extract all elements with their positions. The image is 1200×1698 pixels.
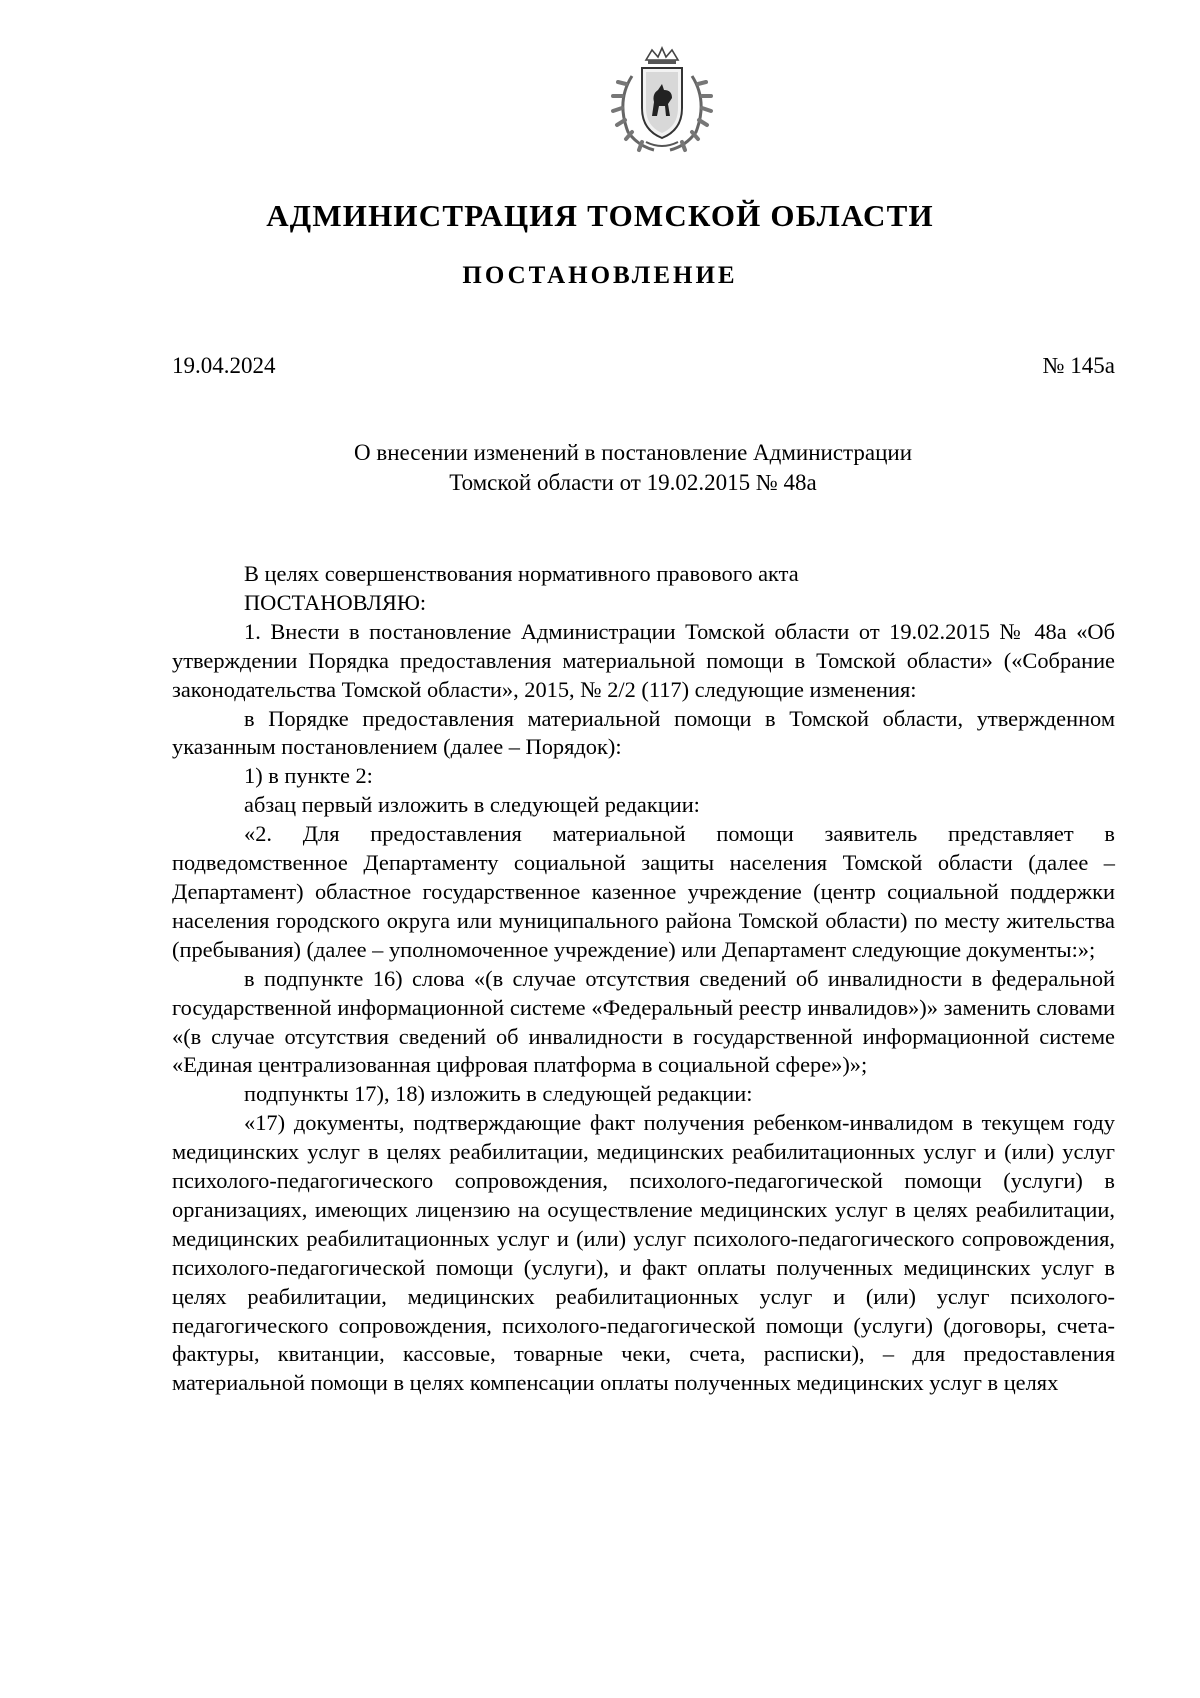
document-number: № 145а [1042,353,1115,378]
body-paragraph: 1. Внести в постановление Администрации Томской области от 19.02.2015 № 48а «Об утверждении Порядка предоставления материальной помощи в Томской области» («Собрание законодательства Томской области», 2015, № 2/2 (117) следующие изменения: [172,618,1115,702]
body-paragraph: В целях совершенствования нормативного правового акта [244,561,799,586]
document-type: ПОСТАНОВЛЕНИЕ [462,262,738,289]
body-paragraph: 1) в пункте 2: [244,763,373,789]
document-date: 19.04.2024 [172,353,276,378]
coat-of-arms-icon [602,46,722,156]
body-paragraph: «17) документы, подтверждающие факт получения ребенком-инвалидом в текущем году медицинских услуг в целях реабилитации, медицинских реабилитационных услуг и (или) услуг психолого-педагогического сопровождения, психолого-педагогической помощи (услуги) в организациях, имеющих лицензию на осуществление медицинских услуг в целях реабилитации, медицинских реабилитационных услуг и (или) услуг психолого-педагогического сопровождения, психолого-педагогической помощи (услуги), и факт оплаты полученных медицинских услуг в целях реабилитации, медицинских реабилитационных услуг и (или) услуг психолого-педагогического сопровождения, психолого-педагогической помощи (услуги) (договоры, счета-фактуры, квитанции, кассовые, товарные чеки, счета, расписки), – для предоставления материальной помощи в целях компенсации оплаты полученных медицинских услуг в целях [172,1110,1115,1396]
body-paragraph: подпункты 17), 18) изложить в следующей редакции: [244,1081,753,1107]
subject-line: О внесении изменений в постановление Администрации [353,440,913,465]
body-paragraph: в Порядке предоставления материальной помощи в Томской области, утвержденном указанным постановлением (далее – Порядок): [172,705,1115,760]
organization-title: АДМИНИСТРАЦИЯ ТОМСКОЙ ОБЛАСТИ [266,198,934,233]
body-paragraph: в подпункте 16) слова «(в случае отсутствия сведений об инвалидности в федеральной государственной информационной системе «Федеральный реестр инвалидов»)» заменить словами «(в случае отсутствия сведений об инвалидности в государственной информационной системе «Единая централизованная цифровая платформа в социальной сфере»)»; [172,965,1115,1078]
body-paragraph: «2. Для предоставления материальной помощи заявитель представляет в подведомственное Департаменту социальной защиты населения Томской области (далее – Департамент) областное государственное казенное учреждение (центр социальной поддержки населения городского округа или муниципального района Томской области) по месту жительства (пребывания) (далее – уполномоченное учреждение) или Департамент следующие документы:»; [172,821,1115,962]
document-subject [200,438,1066,498]
subject-line: Томской области от 19.02.2015 № 48а [449,470,817,495]
body-paragraph: абзац первый изложить в следующей редакции: [244,792,700,818]
document-body [172,560,1115,1398]
resolution-keyword: ПОСТАНОВЛЯЮ: [244,589,427,615]
